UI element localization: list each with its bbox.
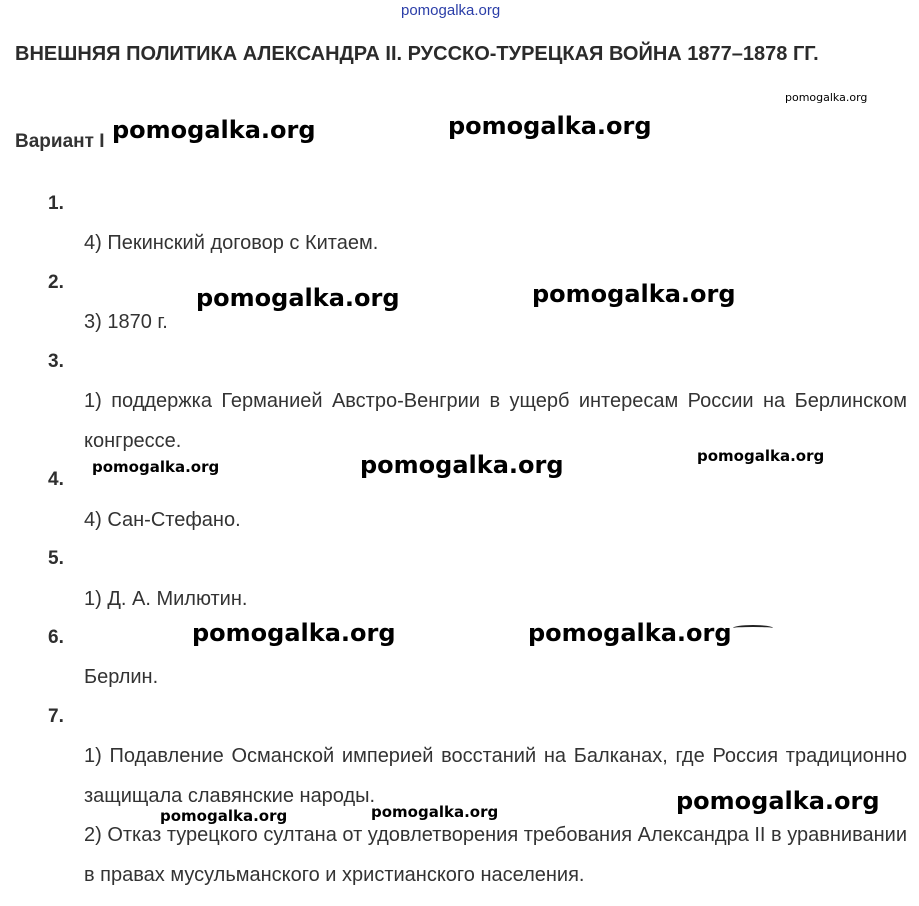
answer-text: 3) 1870 г.: [84, 311, 168, 333]
watermark: pomogalka.org: [196, 284, 400, 312]
question-number: 5.: [48, 548, 64, 569]
watermark: pomogalka.org: [112, 116, 316, 144]
answer-text: 1) Подавление Османской империей восстаний на Балканах, где Россия традиционно защищала славянские народы.: [84, 745, 907, 807]
watermark: pomogalka.org: [676, 787, 880, 815]
question-number: 1.: [48, 193, 64, 214]
page-title: ВНЕШНЯЯ ПОЛИТИКА АЛЕКСАНДРА II. РУССКО-ТУРЕЦКАЯ ВОЙНА 1877–1878 ГГ.: [15, 43, 819, 65]
watermark: pomogalka.org: [785, 91, 868, 104]
variant-heading: Вариант I: [15, 131, 105, 152]
watermark: pomogalka.org: [360, 451, 564, 479]
watermark: pomogalka.org: [532, 280, 736, 308]
watermark: pomogalka.org: [528, 619, 732, 647]
answer-text: 1) поддержка Германией Австро-Венгрии в ущерб интересам России на Берлинском конгрессе.: [84, 390, 907, 452]
question-number: 6.: [48, 627, 64, 648]
question-number: 3.: [48, 351, 64, 372]
question-number: 7.: [48, 706, 64, 727]
answer-text: 2) Отказ турецкого султана от удовлетворения требования Александра II в уравнивании в правах мусульманского и христианского населения.: [84, 824, 907, 886]
question-number: 4.: [48, 469, 64, 490]
watermark: pomogalka.org: [92, 458, 220, 476]
watermark: pomogalka.org: [697, 447, 825, 465]
answer-text: 4) Сан-Стефано.: [84, 509, 241, 531]
watermark: pomogalka.org: [160, 807, 288, 825]
question-number: 2.: [48, 272, 64, 293]
watermark: pomogalka.org: [448, 112, 652, 140]
answer-text: 1) Д. А. Милютин.: [84, 588, 248, 610]
watermark: pomogalka.org: [371, 803, 499, 821]
ink-smudge: [733, 625, 773, 631]
answer-text: 4) Пекинский договор с Китаем.: [84, 232, 379, 254]
answer-text: Берлин.: [84, 666, 159, 688]
watermark: pomogalka.org: [192, 619, 396, 647]
top-watermark: pomogalka.org: [401, 2, 501, 19]
